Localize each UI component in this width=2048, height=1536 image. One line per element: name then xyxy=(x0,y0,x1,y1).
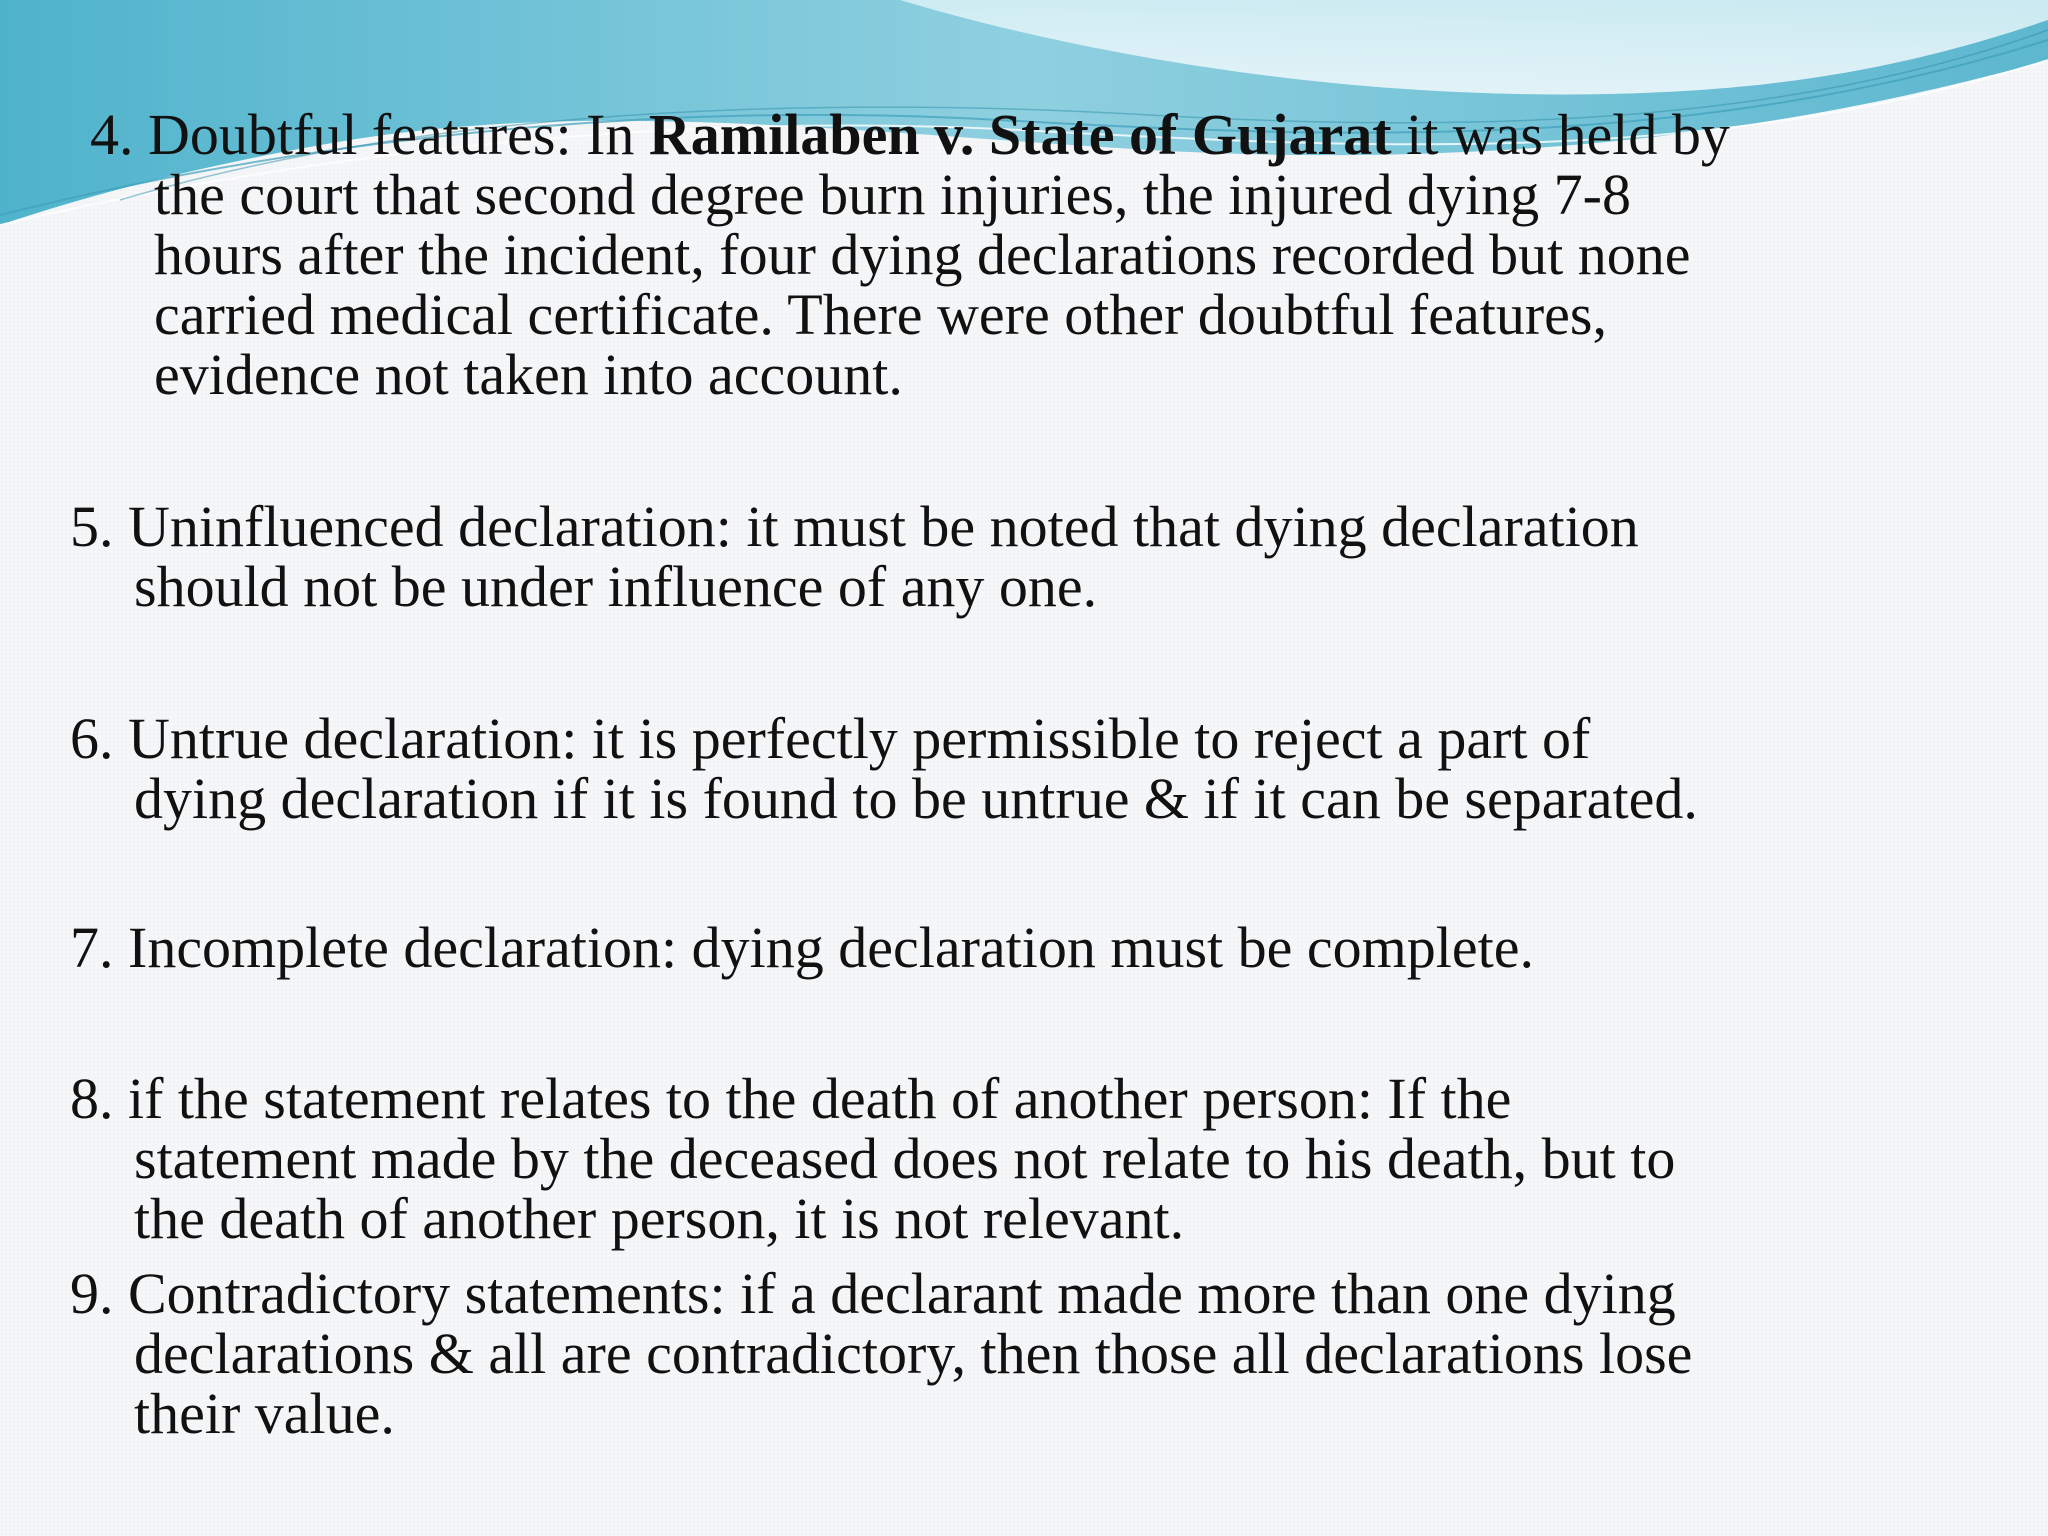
item-9-line-2: declarations & all are contradictory, then those all declarations lose xyxy=(134,1321,1693,1386)
list-item-9 xyxy=(70,1261,1990,1446)
item-4-line-2: the court that second degree burn injuries, the injured dying 7-8 xyxy=(154,162,1631,227)
item-8-line-3: the death of another person, it is not relevant. xyxy=(134,1186,1185,1251)
item-4-line-3: hours after the incident, four dying declarations recorded but none xyxy=(154,222,1691,287)
list-item-8 xyxy=(70,1066,1990,1251)
item-9-first-line: 9. Contradictory statements: if a declarant made more than one dying xyxy=(70,1261,1676,1326)
item-4-suffix: it was held by xyxy=(1391,102,1730,167)
case-name: Ramilaben v. State of Gujarat xyxy=(648,102,1392,167)
item-6-line-2: dying declaration if it is found to be untrue & if it can be separated. xyxy=(134,766,1698,831)
item-9-line-3: their value. xyxy=(134,1381,395,1446)
item-7-first-line: 7. Incomplete declaration: dying declaration must be complete. xyxy=(70,915,1534,980)
item-8-line-2: statement made by the deceased does not relate to his death, but to xyxy=(134,1126,1676,1191)
item-4-line-5: evidence not taken into account. xyxy=(154,342,903,407)
item-4-line-4: carried medical certificate. There were other doubtful features, xyxy=(154,282,1607,347)
item-6-first-line: 6. Untrue declaration: it is perfectly permissible to reject a part of xyxy=(70,706,1591,771)
list-item-4 xyxy=(90,102,2010,407)
item-4-prefix: 4. Doubtful features: In xyxy=(90,102,649,167)
list-item-7 xyxy=(70,915,1990,980)
list-item-6 xyxy=(70,706,1990,831)
item-5-first-line: 5. Uninfluenced declaration: it must be noted that dying declaration xyxy=(70,494,1639,559)
list-item-5 xyxy=(70,494,1990,619)
item-4-first-line xyxy=(90,102,2010,167)
item-8-first-line: 8. if the statement relates to the death of another person: If the xyxy=(70,1066,1512,1131)
item-5-line-2: should not be under influence of any one. xyxy=(134,554,1098,619)
